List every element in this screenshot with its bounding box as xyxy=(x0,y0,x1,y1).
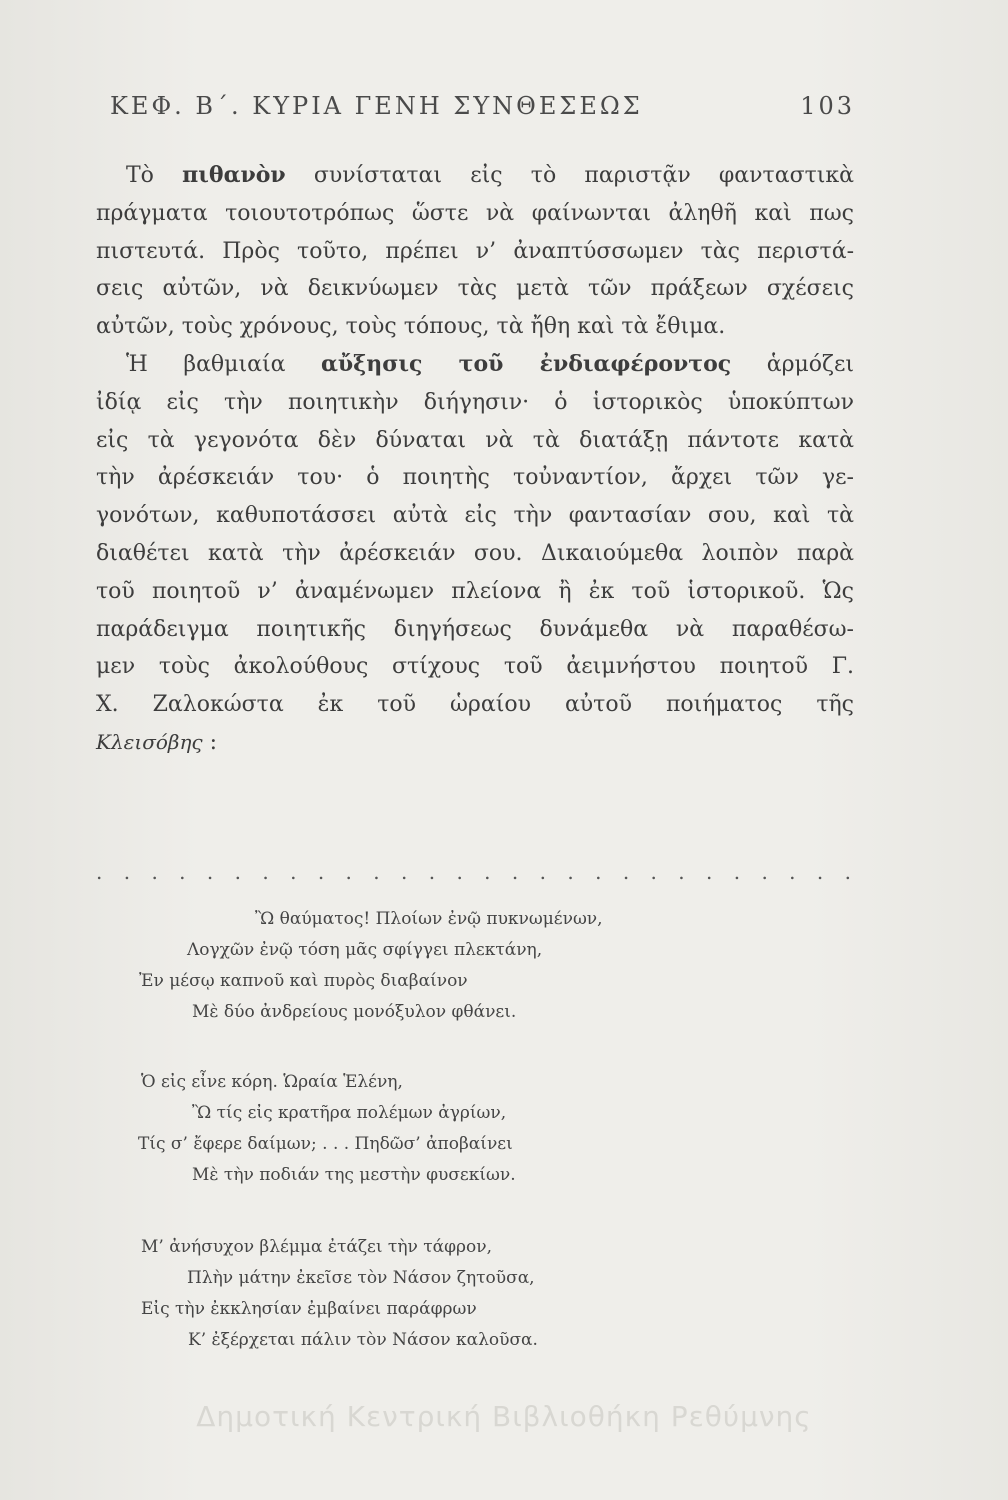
text-line: αὐτῶν, τοὺς χρόνους, τοὺς τόπους, τὰ ἤθη καὶ τὰ ἔθιμα. xyxy=(96,314,726,340)
text-line: διαθέτει κατὰ τὴν ἀρέσκειάν σου. Δικαιούμεθα λοιπὸν παρὰ xyxy=(96,540,854,566)
text-line: τὴν ἀρέσκειάν του· ὁ ποιητὴς τοὐναντίον, ἄρχει τῶν γε- xyxy=(96,465,854,491)
text-line: παράδειγμα ποιητικῆς διηγήσεως δυνάμεθα νὰ παραθέσω- xyxy=(96,616,854,642)
text-line: τοῦ ποιητοῦ ν’ ἀναμένωμεν πλείονα ἢ ἐκ τοῦ ἱστορικοῦ. Ὡς xyxy=(96,578,854,604)
text-line: Τὸ πιθανὸν συνίσταται εἰς τὸ παριστᾷν φανταστικὰ xyxy=(126,162,854,188)
body-text xyxy=(96,157,854,762)
running-head xyxy=(110,92,855,132)
page-number: 103 xyxy=(800,92,855,120)
text-line: εἰς τὰ γεγονότα δὲν δύναται νὰ τὰ διατάξῃ πάντοτε κατὰ xyxy=(96,427,854,453)
text-line: σεις αὐτῶν, νὰ δεικνύωμεν τὰς μετὰ τῶν πράξεων σχέσεις xyxy=(96,276,854,302)
library-watermark: Δημοτική Κεντρική Βιβλιοθήκη Ρεθύμνης xyxy=(196,1400,812,1433)
text-line: γονότων, καθυποτάσσει αὐτὰ εἰς τὴν φαντασίαν σου, καὶ τὰ xyxy=(96,503,854,529)
text-line: μεν τοὺς ἀκολούθους στίχους τοῦ ἀειμνήστου ποιητοῦ Γ. xyxy=(96,654,854,680)
verse-line: Μὲ δύο ἀνδρείους μονόξυλον φθάνει. xyxy=(192,1002,517,1022)
text-line: πράγματα τοιουτοτρόπως ὥστε νὰ φαίνωνται ἀληθῆ καὶ πως xyxy=(96,200,854,226)
verse-line: Ὁ εἰς εἶνε κόρη. Ὡραία Ἑλένη, xyxy=(141,1072,403,1092)
emphasis-term: αὔξησις τοῦ ἐνδιαφέροντος xyxy=(320,350,732,377)
chapter-title: ΚΕΦ. Β΄. ΚΥΡΙΑ ΓΕΝΗ ΣΥΝΘΕΣΕΩΣ xyxy=(110,92,643,120)
text-line: ἰδίᾳ εἰς τὴν ποιητικὴν διήγησιν· ὁ ἱστορικὸς ὑποκύπτων xyxy=(96,389,854,415)
verse-line: Μ’ ἀνήσυχον βλέμμα ἐτάζει τὴν τάφρον, xyxy=(141,1237,492,1257)
verse-line: Λογχῶν ἐνῷ τόση μᾶς σφίγγει πλεκτάνη, xyxy=(187,940,543,960)
verse-line: Ὢ θαύματος! Πλοίων ἐνῷ πυκνωμένων, xyxy=(255,909,603,929)
verse-line: Τίς σ’ ἔφερε δαίμων; . . . Πηδῶσ’ ἀποβαίνει xyxy=(138,1134,513,1154)
verse-line: Εἰς τὴν ἐκκλησίαν ἐμβαίνει παράφρων xyxy=(141,1299,477,1319)
text-line: Ἡ βαθμιαία αὔξησις τοῦ ἐνδιαφέροντος ἁρμόζει xyxy=(126,350,854,377)
verse-line: Ἐν μέσῳ καπνοῦ καὶ πυρὸς διαβαίνον xyxy=(139,971,468,991)
verse-line: Κ’ ἐξέρχεται πάλιν τὸν Νάσον καλοῦσα. xyxy=(188,1330,538,1350)
ellipsis-row: . . . . . . . . . . . . . . . . . . . . . . . . . . . . xyxy=(96,860,854,884)
poem-title: Κλεισόβης xyxy=(96,729,203,754)
text-line: πιστευτά. Πρὸς τοῦτο, πρέπει ν’ ἀναπτύσσωμεν τὰς περιστά- xyxy=(96,238,854,264)
text-line: Χ. Ζαλοκώστα ἐκ τοῦ ὡραίου αὐτοῦ ποιήματος τῆς xyxy=(96,692,854,718)
verse-line: Πλὴν μάτην ἐκεῖσε τὸν Νάσον ζητοῦσα, xyxy=(187,1268,535,1288)
verse-line: Ὢ τίς εἰς κρατῆρα πολέμων ἀγρίων, xyxy=(192,1103,507,1123)
verse-line: Μὲ τὴν ποδιάν της μεστὴν φυσεκίων. xyxy=(192,1165,516,1185)
emphasis-term: πιθανὸν xyxy=(182,162,286,188)
text-line: Κλεισόβης : xyxy=(96,729,218,755)
